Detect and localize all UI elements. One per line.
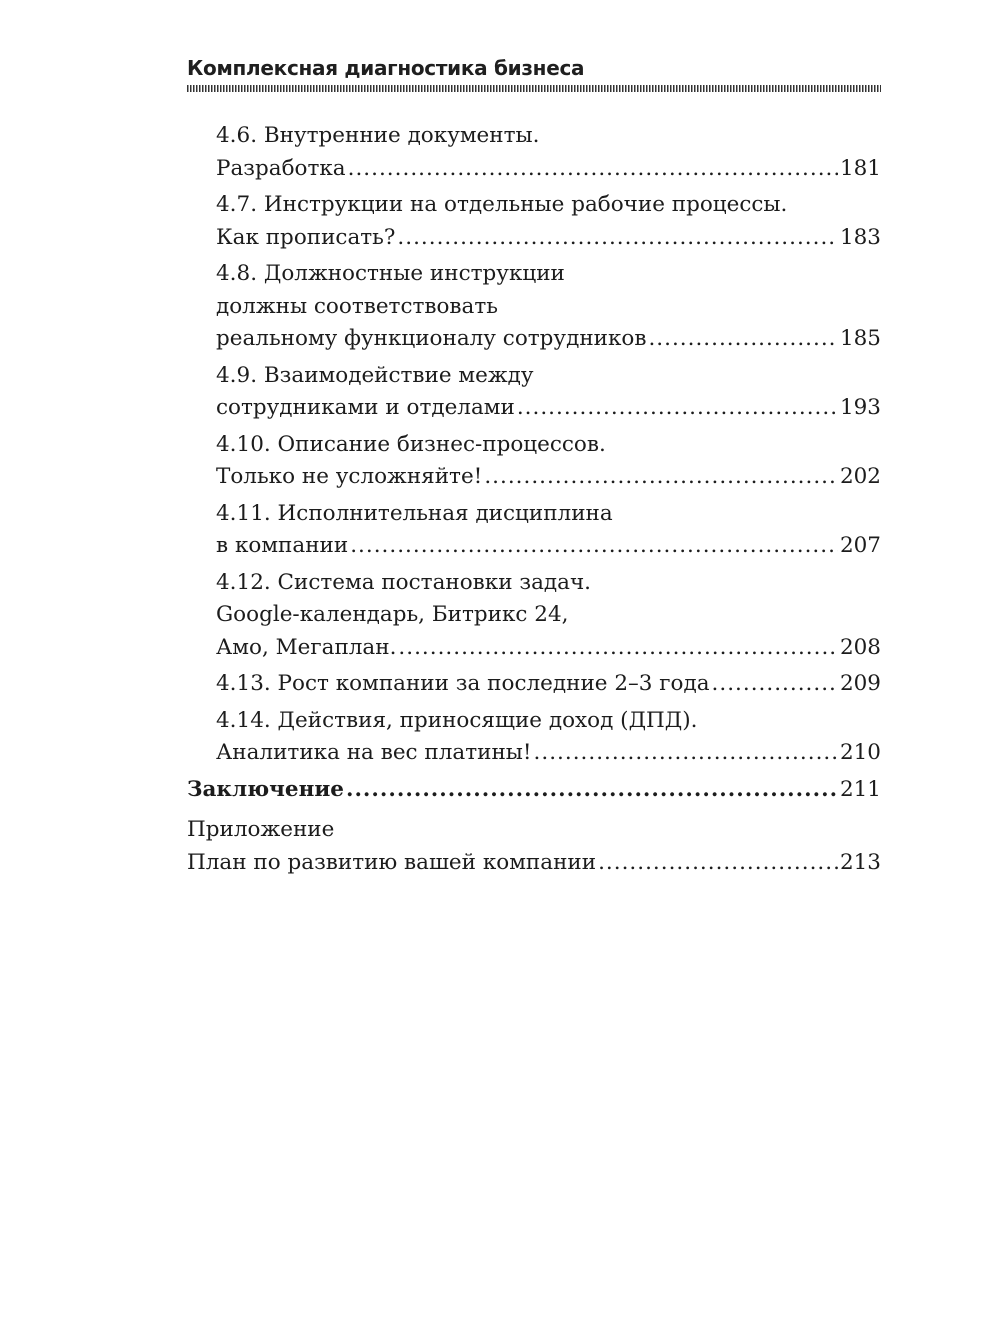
toc-entry-conclusion[interactable] <box>187 774 881 807</box>
toc-entry-text: 4.14. Действия, приносящие доход (ДПД). <box>216 707 698 733</box>
page-number: 210 <box>839 740 881 765</box>
dot-leader <box>484 461 838 494</box>
toc-entry-4-11[interactable] <box>187 498 881 563</box>
page-number: 202 <box>839 464 881 489</box>
toc-entry-text: сотрудниками и отделами <box>216 395 515 420</box>
table-of-contents <box>187 120 881 883</box>
toc-entry-text: реальному функционалу сотрудников <box>216 326 647 351</box>
toc-entry-4-6[interactable] <box>187 120 881 185</box>
toc-entry-text: 4.6. Внутренние документы. <box>216 123 540 148</box>
toc-entry-text: 4.11. Исполнительная дисциплина <box>216 500 613 526</box>
toc-entry-4-13[interactable] <box>187 668 881 701</box>
running-head: Комплексная диагностика бизнеса <box>187 56 585 80</box>
page-number: 211 <box>839 776 881 802</box>
header-rule <box>187 85 881 92</box>
toc-entry-text: Амо, Мегаплан. <box>216 634 397 660</box>
dot-leader <box>534 737 838 770</box>
toc-entry-text: 4.9. Взаимодействие между <box>216 362 534 388</box>
dot-leader <box>517 392 838 425</box>
page-number: 213 <box>839 849 881 875</box>
toc-entry-text: План по развитию вашей компании <box>187 849 597 875</box>
dot-leader <box>350 530 838 563</box>
dot-leader <box>348 153 838 186</box>
dot-leader <box>397 222 838 255</box>
dot-leader <box>346 774 838 807</box>
page-number: 185 <box>839 326 881 351</box>
toc-entry-text: должны соответствовать <box>216 293 498 319</box>
dot-leader <box>648 323 837 356</box>
toc-entry-text: Разработка <box>216 155 346 181</box>
page-number: 193 <box>839 395 881 420</box>
toc-entry-text: 4.13. Рост компании за последние 2–3 года <box>216 671 710 696</box>
page-number: 208 <box>839 634 881 660</box>
page-number: 209 <box>839 671 881 696</box>
toc-entry-4-10[interactable] <box>187 429 881 494</box>
page-number: 183 <box>839 224 881 250</box>
toc-entry-text: Как прописать? <box>216 224 396 250</box>
dot-leader <box>398 632 838 665</box>
toc-entry-text: Заключение <box>187 776 344 802</box>
dot-leader <box>712 668 838 701</box>
toc-entry-text: Только не усложняйте! <box>216 464 483 489</box>
toc-entry-text: Google-календарь, Битрикс 24, <box>216 602 569 627</box>
toc-entry-4-8[interactable] <box>187 258 881 356</box>
toc-entry-4-9[interactable] <box>187 360 881 425</box>
toc-entry-text: 4.7. Инструкции на отдельные рабочие процессы. <box>216 192 788 217</box>
toc-entry-text: в компании <box>216 533 349 558</box>
page-number: 181 <box>839 155 881 181</box>
toc-entry-appendix[interactable] <box>187 814 881 879</box>
dot-leader <box>598 847 838 880</box>
toc-entry-text: Приложение <box>187 817 335 842</box>
toc-entry-4-12[interactable] <box>187 567 881 665</box>
toc-entry-text: 4.10. Описание бизнес-процессов. <box>216 431 606 457</box>
page-number: 207 <box>839 533 881 558</box>
toc-entry-text: 4.8. Должностные инструкции <box>216 261 565 286</box>
toc-entry-4-7[interactable] <box>187 189 881 254</box>
toc-entry-text: Аналитика на вес платины! <box>216 740 532 765</box>
toc-entry-text: 4.12. Система постановки задач. <box>216 569 592 595</box>
toc-entry-4-14[interactable] <box>187 705 881 770</box>
